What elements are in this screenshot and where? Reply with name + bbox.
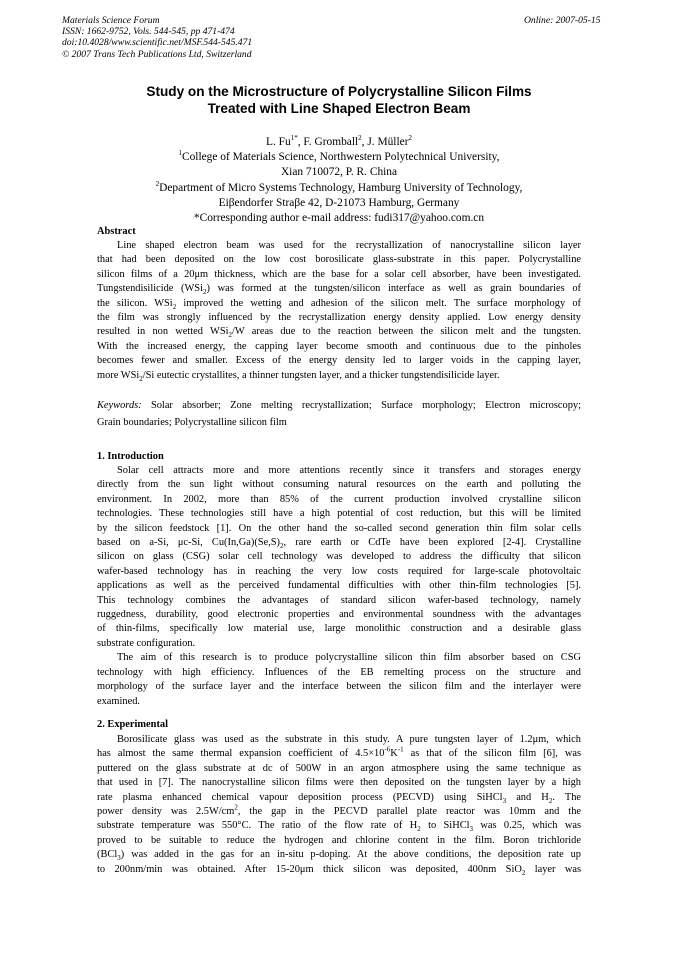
corresponding-email[interactable]: *Corresponding author e-mail address: fudi317@yahoo.com.cn [193, 212, 485, 225]
paper-title [62, 83, 616, 117]
experimental-body: Borosilicate glass was used as the substrate in this study. A pure tungsten layer of 1.2μm, which has almost the same thermal expansion coefficient of $4.5\times 10^{-6}K^{-1}$ as that of the silicon film [6], was puttered on the glass substrate at dc of 500W in an argon atmosphere using the same technique as that used in [7]. The nanocrystalline silicon films were then deposited on the tungsten layer by a high rate plasma enhanced chemical vapour deposition process (PECVD) using SiHCl$_3$ and $H_2$. The power density was $2.5W/cm^2$, the gap in the PECVD parallel plate reactor was 10mm and the substrate temperature was 550°C. The ratio of the flow rate of $H_2$ to SiHCl$_3$ was 0.25, which was proved to be suitable to reduce the hydrogen and chlorine content in the film. Boron trichloride (BCl$_3$) was added in the gas for an in-situ p-doping. At the above conditions, the deposition rate up to 200nm/min was obtained. After 15-20μm thick silicon was deposited, 400nm SiO$_2$ layer was [97, 734, 582, 877]
keywords-label: Keywords: [97, 400, 142, 411]
doi-line: doi:10.4028/www.scientific.net/MSF.544-545.471 [62, 37, 253, 49]
copyright-line: © 2007 Trans Tech Publications Ltd, Switzerland [62, 48, 252, 60]
experimental-heading: 2. Experimental [97, 719, 168, 730]
issn-line: ISSN: 1662-9752, Vols. 544-545, pp 471-474 [62, 26, 235, 38]
abstract-heading: Abstract [97, 226, 136, 237]
online-date: Online: 2007-05-15 [524, 15, 601, 26]
keywords: Keywords: Solar absorber; Zone melting recrystallization; Surface morphology; Electron microscopy; Grain boundaries; Polycrystalline silicon film [97, 400, 581, 428]
affiliation-2: $^2$Department of Micro Systems Technology, Hamburg University of Technology, [155, 179, 523, 194]
affiliation-1-city: Xian 710072, P. R. China [280, 166, 398, 179]
title-line-2: Treated with Line Shaped Electron Beam [207, 101, 471, 116]
journal-name: Materials Science Forum [62, 15, 160, 26]
title-line-1: Study on the Microstructure of Polycrystalline Silicon Films [146, 84, 532, 99]
author-block [62, 135, 616, 226]
author-names: L. $Fu^{1*}$, F. Gromball$^2$, J. Müller$^2$ [266, 134, 412, 148]
journal-header [62, 15, 252, 60]
introduction-heading: 1. Introduction [97, 451, 164, 462]
affiliation-2-address: Eiβendorfer Straβe 42, D-21073 Hamburg, Germany [218, 196, 460, 209]
abstract-body: Line shaped electron beam was used for the recrystallization of nanocrystalline silicon layer that had been deposited on the low cost borosilicate glass-substrate in this paper. Polycrystalline silicon films of a 20μm thickness, which are the base for a solar cell absorber, have been investigated. Tungstendisilicide (WSi$_2$) was formed at the tungsten/silicon interface as well as grain boundaries of the silicon. WSi$_2$ improved the wetting and adhesion of the silicon melt. The surface morphology of the film was strongly influenced by the recrystallization energy density applied. Low energy density resulted in non wetted WSi$_2$/W areas due to the reaction between the silicon melt and the tungsten. With the increased energy, the capping layer become smooth and continuous due to the pinholes becomes fewer and smaller. Excess of the energy density led to larger voids in the capping layer, more WSi$_2$/Si eutectic crystallites, a thinner tungsten layer, and a thicker tungstendisilicide layer. [97, 240, 581, 383]
introduction-body: Solar cell attracts more and more attentions recently since it transfers and storages energy directly from the sun light without consuming natural resources on the earth and polluting the environment. In 2002, more than 85% of the current production involved crystalline silicon technologies. These technologies still have a high potential of cost reduction, but this will be limited by the silicon feedstock [1]. On the other hand the so-called second generation thin film solar cells based on a-Si, μc-Si, $Cu(In,Ga)(Se,S)_2$, rare earth or CdTe have been explored [2-4]. Crystalline silicon on glass (CSG) solar cell technology was developed to address the difficulty that silicon wafer-based technology has in reaching the very low costs required for large-scale photovoltaic applications as well as the perceived fundamental difficulties with other thin-film technologies [5]. This technology combines the advantages of standard silicon wafer-based technology, namely ruggedness, durability, good electronic properties and environmental soundness with the advantages of thin-films, specifically low material use, large monolithic construction and a desirable glass substrate configuration. The aim of this research is to produce polycrystalline silicon thin film absorber based on CSG technology with high efficiency. Influences of the EB remelting process on the structure and morphology of the surface layer and the interface between the silicon film and the interlayer were examined. [97, 465, 581, 707]
affiliation-1: $^1$College of Materials Science, Northwestern Polytechnical University, [178, 149, 500, 164]
